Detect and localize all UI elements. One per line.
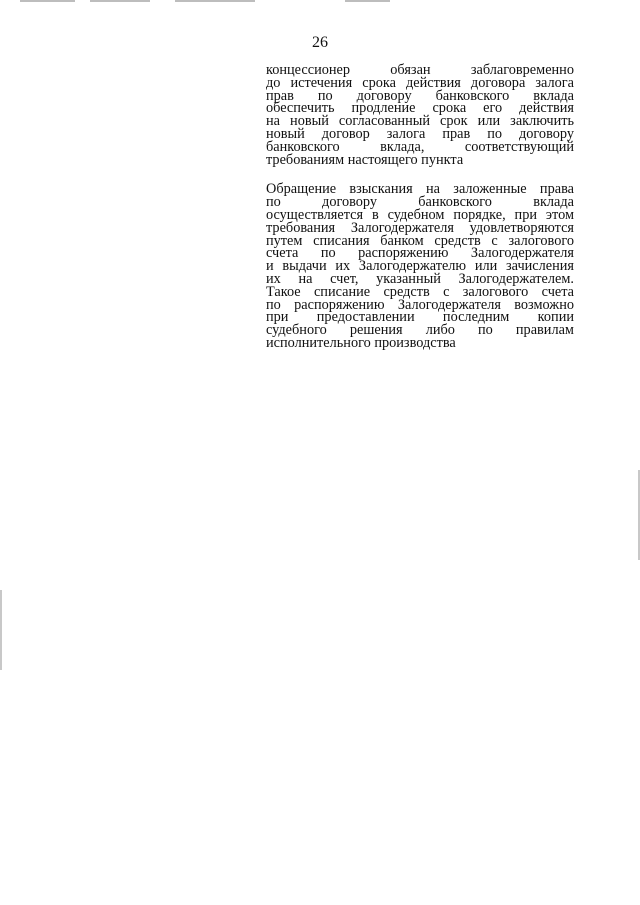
text-line: до истечения срока действия договора залога <box>266 74 574 91</box>
text-line: и выдачи их Залогодержателю или зачисления <box>266 258 574 275</box>
text-line: новый договор залога прав по договору <box>266 125 574 142</box>
text-line: обеспечить продление срока его действия <box>266 100 574 117</box>
text-line: банковского вклада, соответствующий <box>266 138 574 155</box>
scan-left-edge-mark <box>0 590 2 670</box>
scan-top-edge-artifact <box>0 0 640 3</box>
text-line: их на счет, указанный Залогодержателем. <box>266 270 574 287</box>
text-line: по распоряжению Залогодержателя возможно <box>266 296 574 313</box>
paragraph-2 <box>266 183 574 349</box>
text-line: путем списания банком средств с залогового <box>266 232 574 249</box>
page-number: 26 <box>312 34 328 51</box>
text-line: по договору банковского вклада <box>266 194 574 211</box>
text-line: Такое списание средств с залогового счета <box>266 283 574 300</box>
text-line: счета по распоряжению Залогодержателя <box>266 245 574 262</box>
text-line: судебного решения либо по правилам <box>266 322 574 339</box>
text-line: исполнительного производства <box>266 334 456 351</box>
text-line: осуществляется в судебном порядке, при этом <box>266 206 574 223</box>
text-line: на новый согласованный срок или заключить <box>266 113 574 130</box>
text-line: требованиям настоящего пункта <box>266 151 464 168</box>
text-line: Обращение взыскания на заложенные права <box>266 181 574 198</box>
text-column <box>266 64 574 350</box>
text-line: требования Залогодержателя удовлетворяются <box>266 219 574 236</box>
text-line: при предоставлении последним копии <box>266 309 574 326</box>
text-line: концессионер обязан заблаговременно <box>266 62 574 78</box>
text-line: прав по договору банковского вклада <box>266 87 574 104</box>
paragraph-1 <box>266 64 574 166</box>
